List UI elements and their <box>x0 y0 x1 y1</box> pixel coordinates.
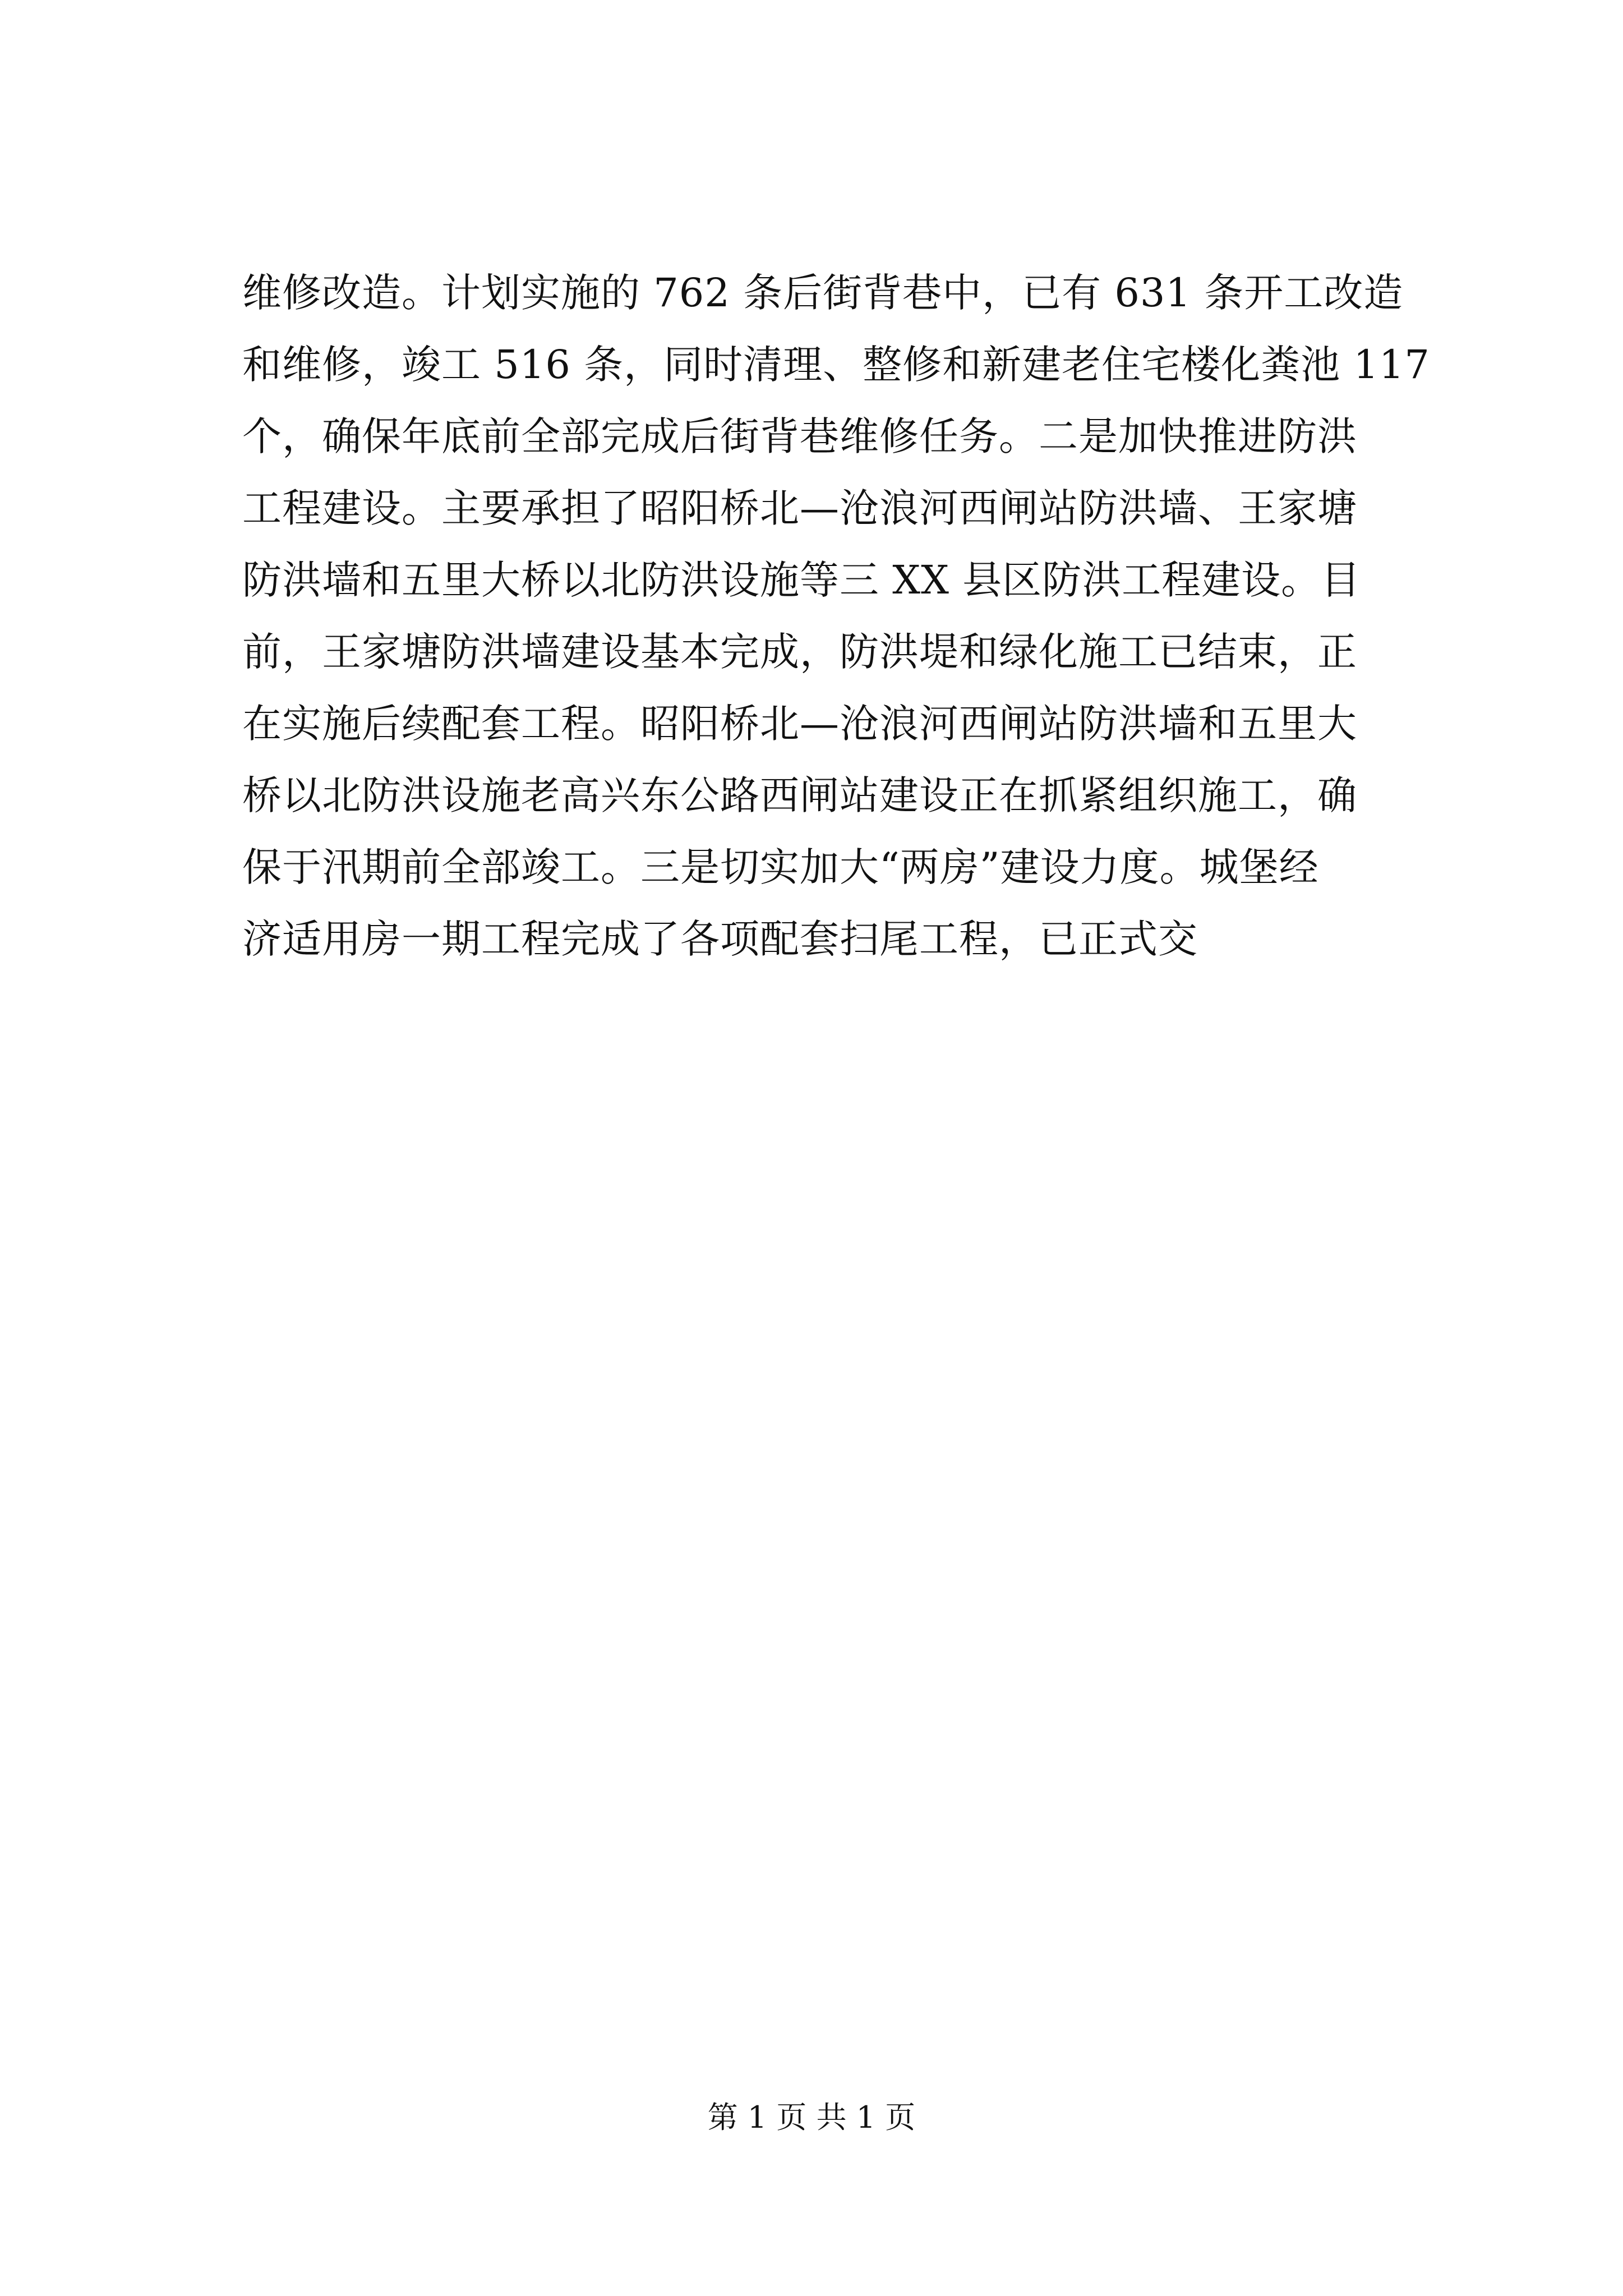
text-line: 前，王家塘防洪墙建设基本完成，防洪堤和绿化施工已结束，正 <box>242 629 1357 675</box>
text-line: 济适用房一期工程完成了各项配套扫尾工程，已正式交 <box>242 916 1198 962</box>
page-footer: 第 1 页 共 1 页 <box>707 2100 916 2135</box>
text-line: 在实施后续配套工程。昭阳桥北—沧浪河西闸站防洪墙和五里大 <box>242 701 1357 747</box>
text-line: 保于汛期前全部竣工。三是切实加大“两房”建设力度。城堡经 <box>242 844 1319 890</box>
text-line: 防洪墙和五里大桥以北防洪设施等三 XX 县区防洪工程建设。目 <box>242 557 1361 603</box>
text-line: 维修改造。计划实施的 762 条后街背巷中，已有 631 条开工改造 <box>242 270 1404 316</box>
text-line: 个，确保年底前全部完成后街背巷维修任务。二是加快推进防洪 <box>242 413 1357 459</box>
text-line: 和维修，竣工 516 条，同时清理、整修和新建老住宅楼化粪池 117 <box>242 342 1430 388</box>
body-text <box>242 257 1430 975</box>
text-line: 桥以北防洪设施老高兴东公路西闸站建设正在抓紧组织施工，确 <box>242 772 1357 818</box>
text-line: 工程建设。主要承担了昭阳桥北—沧浪河西闸站防洪墙、王家塘 <box>242 485 1357 531</box>
